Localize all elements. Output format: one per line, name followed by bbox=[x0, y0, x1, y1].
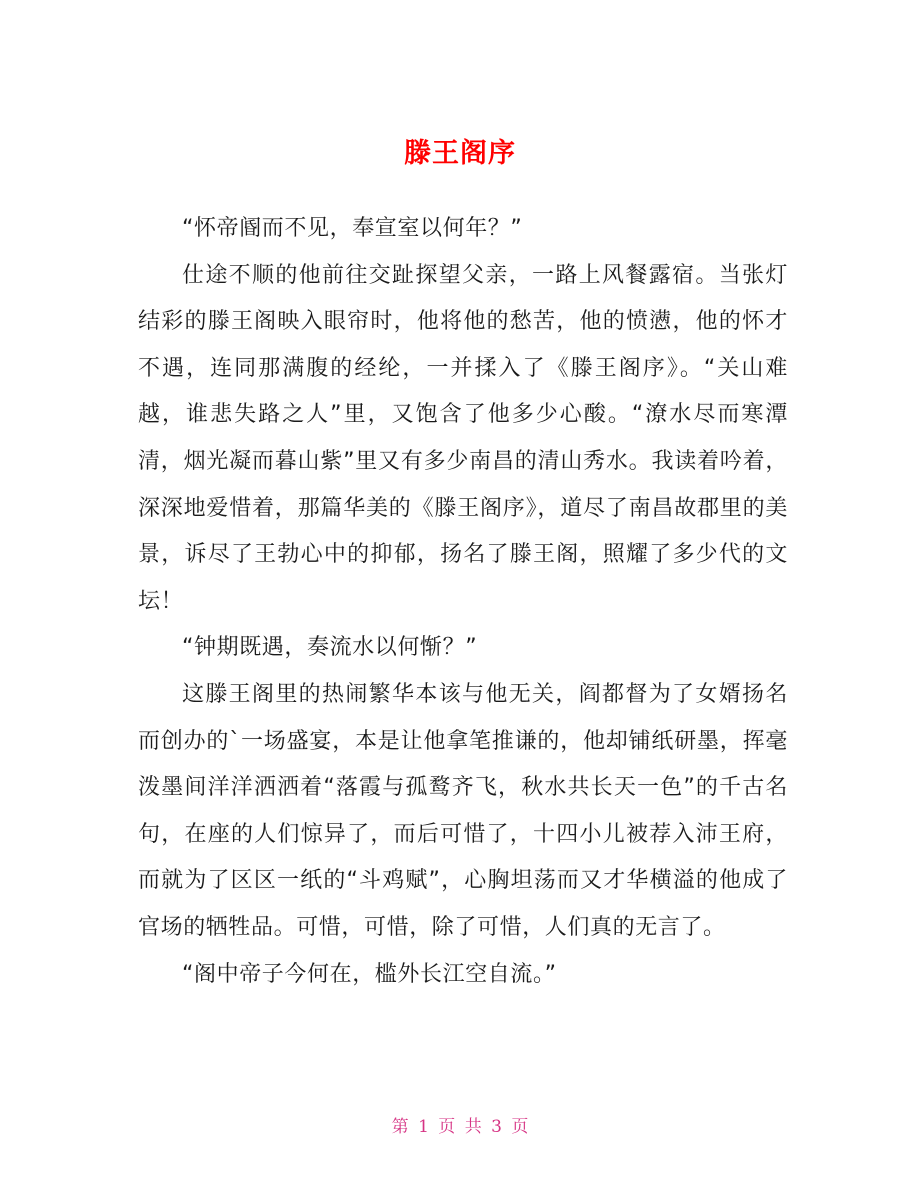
document-title: 滕王阁序 bbox=[404, 138, 516, 170]
paragraph-1: 仕途不顺的他前往交趾探望父亲，一路上风餐露宿。当张灯结彩的滕王阁映入眼帘时，他将他的愁苦，他的愤懑，他的怀才不遇，连同那满腹的经纶，一并揉入了《滕王阁序》。“关山难越，谁悲失路之人”里，又饱含了他多少心酸。“潦水尽而寒潭清，烟光凝而暮山紫”里又有多少南昌的清山秀水。我读着吟着，深深地爱惜着，那篇华美的《滕王阁序》，道尽了南昌故郡里的美景，诉尽了王勃心中的抑郁，扬名了滕王阁，照耀了多少代的文坛！ bbox=[138, 262, 788, 614]
paragraph-quote-2: “钟期既遇，奏流水以何惭？” bbox=[182, 635, 478, 661]
paragraph-quote-3: “阁中帝子今何在，槛外长江空自流。” bbox=[182, 961, 557, 987]
document-body bbox=[138, 206, 788, 998]
paragraph-quote-1: “怀帝阍而不见，奉宣室以何年？” bbox=[182, 216, 523, 241]
page-number-footer: 第 1 页 共 3 页 bbox=[391, 1117, 529, 1137]
paragraph-2: 这滕王阁里的热闹繁华本该与他无关，阎都督为了女婿扬名而创办的`一场盛宴，本是让他拿笔推谦的，他却铺纸研墨，挥毫泼墨间洋洋洒洒着“落霞与孤鹜齐飞，秋水共长天一色”的千古名句，在座的人们惊异了，而后可惜了，十四小儿被荐入沛王府，而就为了区区一纸的“斗鸡赋”，心胸坦荡而又才华横溢的他成了官场的牺牲品。可惜，可惜，除了可惜，人们真的无言了。 bbox=[138, 681, 788, 940]
